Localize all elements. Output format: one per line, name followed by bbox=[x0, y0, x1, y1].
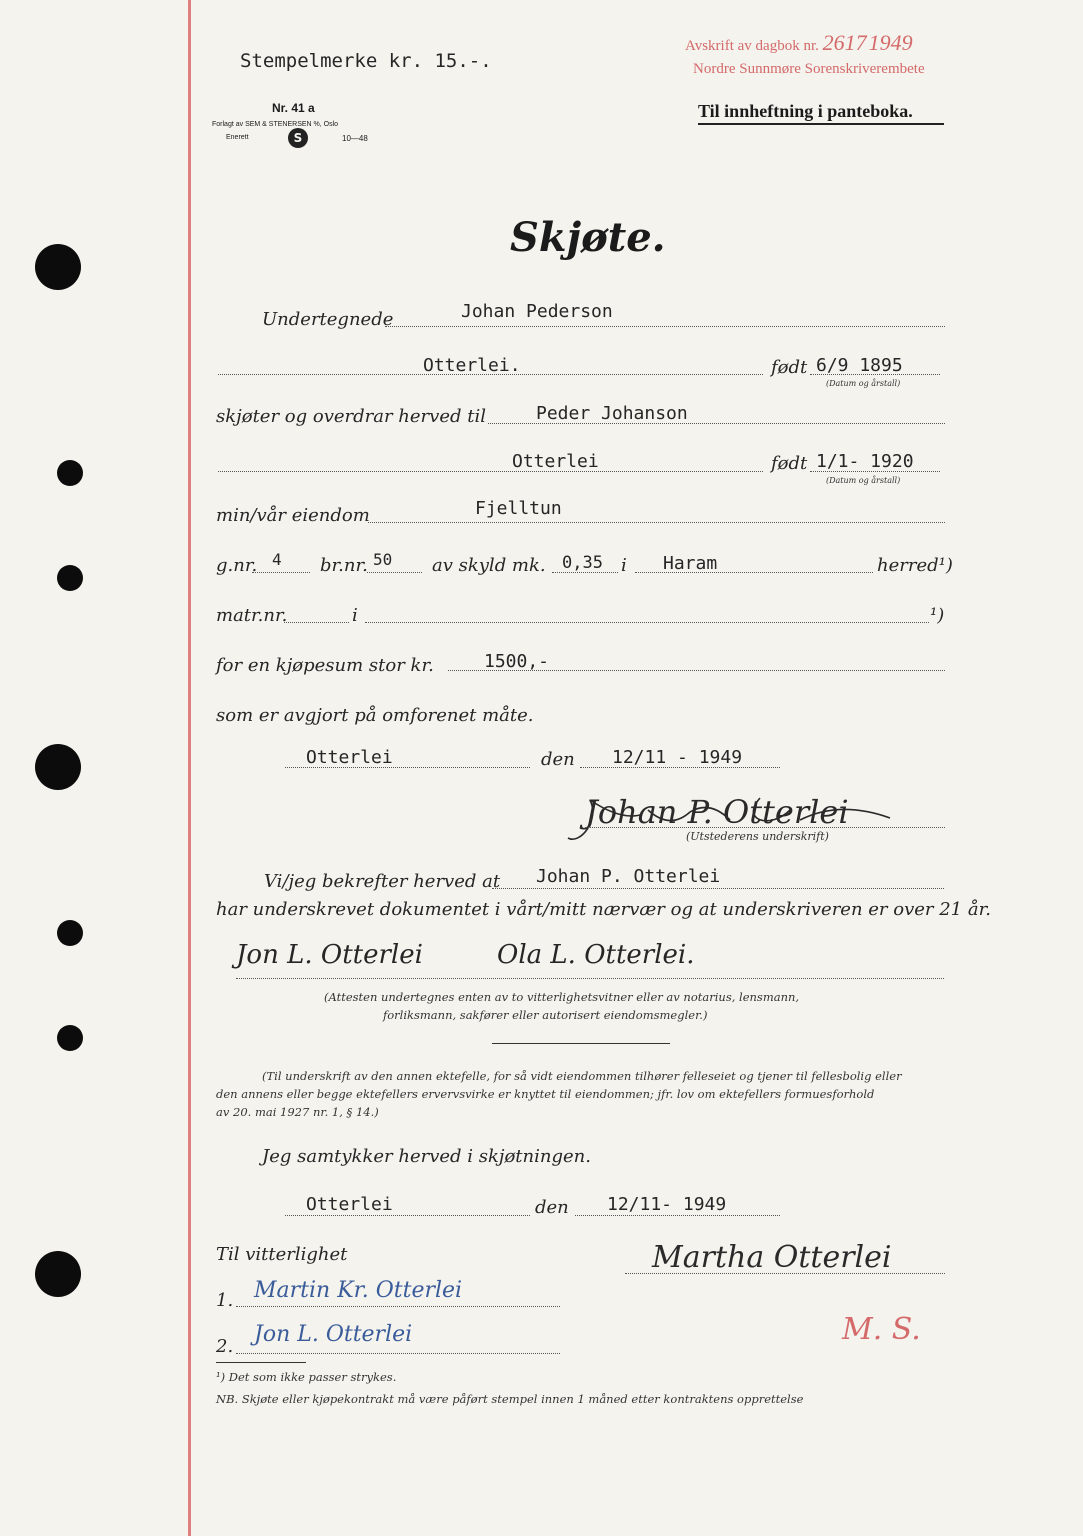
signing-place: Otterlei bbox=[306, 747, 393, 768]
dotted-line bbox=[236, 1306, 560, 1307]
dotted-line bbox=[218, 471, 763, 472]
dotted-line bbox=[385, 326, 945, 327]
publisher-line: Forlagt av SEM & STENERSEN %, Oslo bbox=[212, 121, 339, 128]
sorenskriver-stamp: Nordre Sunnmøre Sorenskriverembete bbox=[693, 61, 925, 77]
dagbok-stamp bbox=[685, 30, 913, 56]
punch-hole bbox=[35, 244, 81, 290]
stamp-prefix: Avskrift av dagbok nr. bbox=[685, 38, 819, 54]
dotted-line bbox=[285, 1215, 530, 1216]
buyer-place: Otterlei bbox=[512, 451, 599, 472]
punch-hole bbox=[57, 460, 83, 486]
herred-name: Haram bbox=[663, 553, 718, 574]
vitterlighet-label: Til vitterlighet bbox=[216, 1244, 348, 1265]
stempelmerke-text: Stempelmerke kr. 15.-. bbox=[240, 50, 492, 72]
dotted-line bbox=[625, 1273, 945, 1274]
confirm-name: Johan P. Otterlei bbox=[536, 866, 721, 887]
gnr-value: 4 bbox=[272, 550, 282, 569]
den-label: den bbox=[535, 1197, 569, 1218]
dotted-line bbox=[368, 522, 945, 523]
attest-note: forliksmann, sakfører eller autorisert eiendomsmegler.) bbox=[383, 1008, 708, 1022]
spouse-note: av 20. mai 1927 nr. 1, § 14.) bbox=[216, 1105, 379, 1119]
spouse-signature: Martha Otterlei bbox=[652, 1240, 892, 1275]
divider bbox=[492, 1043, 670, 1044]
transfer-label: skjøter og overdrar herved til bbox=[216, 406, 486, 427]
dotted-line bbox=[575, 1215, 780, 1216]
publisher-date: 10—48 bbox=[342, 134, 368, 143]
seller-born-label: født bbox=[771, 357, 808, 378]
confirm-text: har underskrevet dokumentet i vårt/mitt nærvær og at underskriveren er over 21 år. bbox=[216, 899, 991, 920]
dotted-line bbox=[365, 622, 929, 623]
gnr-label: g.nr. bbox=[216, 555, 258, 576]
form-number: Nr. 41 a bbox=[272, 101, 315, 115]
seller-name: Johan Pederson bbox=[461, 301, 613, 322]
seller-born-date: 6/9 1895 bbox=[816, 355, 903, 376]
publisher-line: Enerett bbox=[226, 134, 249, 141]
consent-date: 12/11- 1949 bbox=[607, 1194, 727, 1215]
skyld-value: 0,35 bbox=[562, 553, 603, 573]
brnr-label: br.nr. bbox=[320, 555, 368, 576]
punch-hole bbox=[35, 744, 81, 790]
matr-label: matr.nr. bbox=[216, 605, 288, 626]
dotted-line bbox=[585, 827, 945, 828]
skyld-label: av skyld mk. bbox=[432, 555, 546, 576]
punch-hole bbox=[57, 1025, 83, 1051]
footnote: NB. Skjøte eller kjøpekontrakt må være påført stempel innen 1 måned etter kontraktens opprettelse bbox=[216, 1392, 804, 1406]
witness-signature-blue-1: Martin Kr. Otterlei bbox=[254, 1278, 463, 1303]
margin-line bbox=[188, 0, 191, 1536]
til-innheftning: Til innheftning i panteboka. bbox=[698, 101, 913, 121]
witness-signature-blue-2: Jon L. Otterlei bbox=[254, 1322, 413, 1347]
witness-signature-2: Ola L. Otterlei. bbox=[497, 940, 695, 970]
signing-date: 12/11 - 1949 bbox=[612, 747, 743, 768]
dotted-line bbox=[252, 572, 310, 573]
witness-number: 2. bbox=[216, 1336, 234, 1357]
dotted-line bbox=[367, 572, 422, 573]
red-initials: M. S. bbox=[842, 1312, 921, 1347]
dotted-line bbox=[236, 1353, 560, 1354]
punch-hole bbox=[57, 565, 83, 591]
undertegnede-label: Undertegnede bbox=[262, 309, 394, 330]
footnote-rule bbox=[216, 1362, 306, 1363]
matr-suffix: ¹) bbox=[930, 605, 945, 626]
publisher-logo-icon bbox=[287, 127, 309, 153]
buyer-name: Peder Johanson bbox=[536, 403, 688, 424]
witness-signature-1: Jon L. Otterlei bbox=[236, 940, 423, 970]
brnr-value: 50 bbox=[373, 550, 393, 569]
property-name: Fjelltun bbox=[475, 498, 562, 519]
dotted-line bbox=[492, 888, 944, 889]
punch-hole bbox=[35, 1251, 81, 1297]
svg-text:S: S bbox=[293, 131, 303, 145]
confirm-label: Vi/jeg bekrefter herved at bbox=[264, 871, 501, 892]
attest-note: (Attesten undertegnes enten av to vitterlighetsvitner eller av notarius, lensmann, bbox=[324, 990, 800, 1004]
den-label: den bbox=[541, 749, 575, 770]
witness-number: 1. bbox=[216, 1290, 234, 1311]
buyer-born-date: 1/1- 1920 bbox=[816, 451, 914, 472]
price-amount: 1500,- bbox=[484, 651, 550, 672]
spouse-note: (Til underskrift av den annen ektefelle, for så vidt eiendommen tilhører felleseiet og tjener til fellesbolig eller bbox=[262, 1069, 902, 1083]
buyer-born-label: født bbox=[771, 453, 808, 474]
date-hint: (Datum og årstall) bbox=[826, 476, 901, 485]
matr-i-label: i bbox=[352, 605, 358, 626]
stamp-year: 1949 bbox=[868, 30, 913, 55]
property-label: min/vår eiendom bbox=[216, 505, 370, 526]
dotted-line bbox=[284, 622, 349, 623]
til-innheftning-underline bbox=[698, 123, 944, 125]
consent-place: Otterlei bbox=[306, 1194, 393, 1215]
stamp-number: 2617 bbox=[822, 30, 867, 55]
footnote: ¹) Det som ikke passer strykes. bbox=[216, 1370, 397, 1384]
seller-place: Otterlei. bbox=[423, 355, 521, 376]
punch-hole bbox=[57, 920, 83, 946]
skyld-i-label: i bbox=[621, 555, 627, 576]
settled-text: som er avgjort på omforenet måte. bbox=[216, 705, 534, 726]
consent-text: Jeg samtykker herved i skjøtningen. bbox=[262, 1146, 591, 1167]
herred-label: herred¹) bbox=[877, 555, 953, 576]
seller-signature-text: Johan P. Otterlei bbox=[585, 793, 849, 831]
spouse-note: den annens eller begge ektefellers ervervsvirke er knyttet til eiendommen; jfr. lov om ektefellers formuesforhold bbox=[216, 1087, 875, 1101]
document-title: Skjøte. bbox=[510, 214, 666, 261]
price-label: for en kjøpesum stor kr. bbox=[216, 655, 434, 676]
signature-caption: (Utstederens underskrift) bbox=[686, 830, 829, 843]
date-hint: (Datum og årstall) bbox=[826, 379, 901, 388]
dotted-line bbox=[236, 978, 944, 979]
